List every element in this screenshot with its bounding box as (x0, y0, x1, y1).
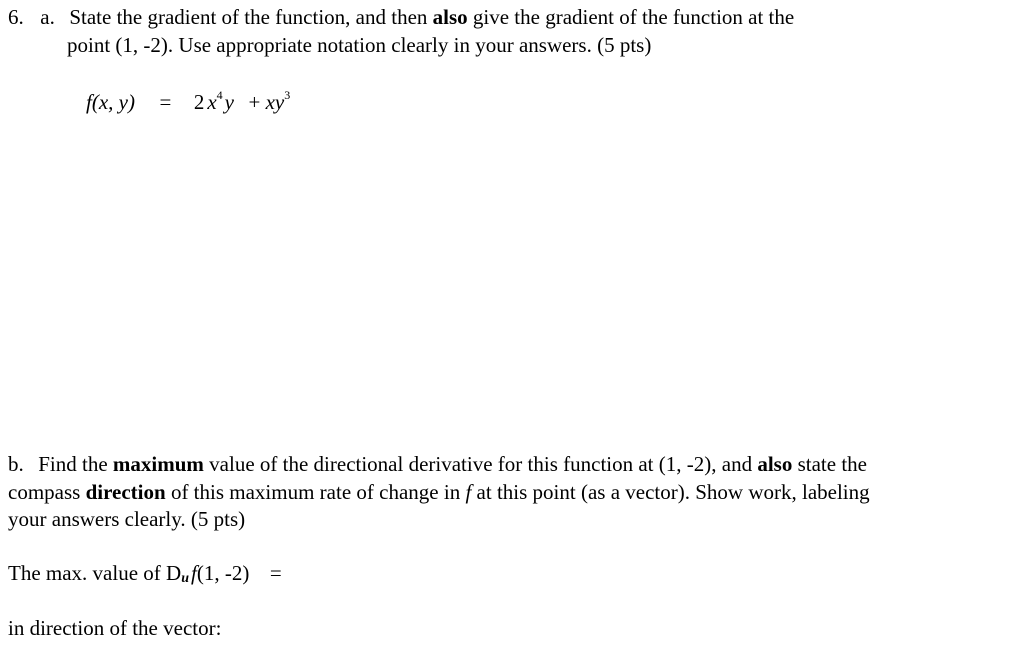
function-xy: xy (265, 90, 285, 114)
part-b-line-2 (8, 482, 870, 503)
function-f: f (86, 90, 92, 114)
function-x-exponent: 4 (216, 88, 223, 102)
part-a-letter: a. (40, 5, 55, 29)
part-a-line-2: point (1, -2). Use appropriate notation clearly in your answers. (5 pts) (67, 33, 652, 57)
part-a-text-1a: State the gradient of the function, and then (69, 5, 433, 29)
direction-prompt: in direction of the vector: (8, 616, 222, 640)
part-b-italic-f: f (465, 480, 472, 504)
part-b-text-1a: Find the (38, 452, 113, 476)
function-x: x (207, 90, 217, 114)
part-a-text-1b: give the gradient of the function at the (467, 5, 795, 29)
function-plus: + (248, 90, 261, 114)
max-value-prompt (8, 563, 282, 584)
problem-number: 6. (8, 5, 24, 29)
part-b-text-2c: at this point (as a vector). Show work, labeling (471, 480, 870, 504)
part-b-text-1c: state the (792, 452, 867, 476)
part-a-bold-also: also (432, 5, 468, 29)
function-coef: 2 (193, 90, 205, 114)
part-b-bold-direction: direction (85, 480, 166, 504)
part-b-bold-maximum: maximum (112, 452, 204, 476)
function-definition (86, 88, 291, 114)
max-value-u: u (181, 571, 189, 586)
max-value-args: (1, -2) (196, 561, 250, 585)
function-y-exponent: 3 (284, 88, 291, 102)
part-b-line-1 (8, 454, 867, 475)
function-args: (x, y) (91, 90, 135, 114)
part-b-text-2b: of this maximum rate of change in (165, 480, 466, 504)
part-a-line-1 (8, 7, 794, 28)
max-value-f: f (191, 561, 197, 585)
part-b-bold-also: also (757, 452, 793, 476)
part-b-line-3: your answers clearly. (5 pts) (8, 507, 246, 531)
max-value-equals: = (269, 561, 282, 585)
max-value-D: D (166, 561, 182, 585)
part-b-text-1b: value of the directional derivative for this function at (1, -2), and (203, 452, 758, 476)
max-value-label: The max. value of (8, 561, 167, 585)
function-y: y (224, 90, 234, 114)
part-b-text-2a: compass (8, 480, 86, 504)
part-b-letter: b. (8, 452, 24, 476)
function-equals: = (159, 90, 172, 114)
